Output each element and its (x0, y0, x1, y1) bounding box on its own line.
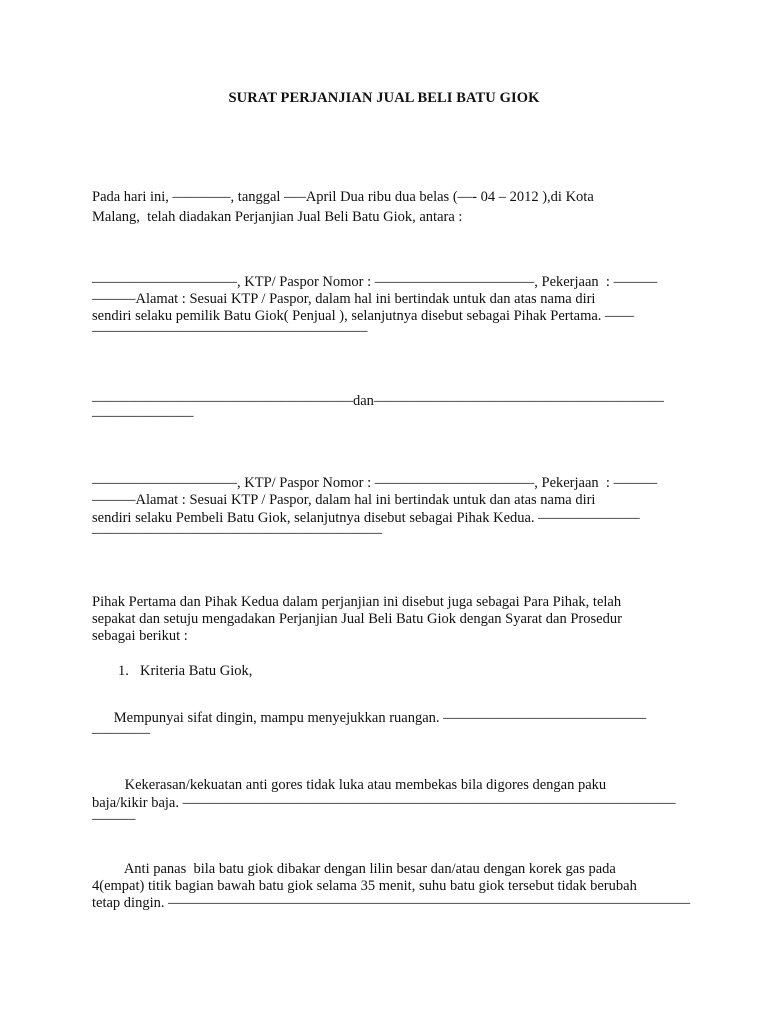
agreement-line-3: sebagai berikut : (92, 628, 188, 644)
party2-line-4: ———————————————————— (92, 525, 382, 541)
agreement-line-2: sepakat dan setuju mengadakan Perjanjian Jual Beli Batu Giok dengan Syarat dan Prosedur (92, 611, 622, 627)
criteria3-line-3: tetap dingin. ———————————————————————————————————— (92, 895, 691, 911)
party2-line-2: ———Alamat : Sesuai KTP / Paspor, dalam hal ini bertindak untuk dan atas nama diri (92, 492, 596, 508)
party1-line-1: ——————————, KTP/ Paspor Nomor : ———————————, Pekerjaan : ——— (92, 274, 658, 290)
criteria3-line-1: Anti panas bila batu giok dibakar dengan lilin besar dan/atau dengan korek gas pada (92, 861, 616, 877)
separator-line-2: ——————— (92, 408, 194, 424)
criteria1-line-2: ———— (92, 725, 150, 741)
document-title: SURAT PERJANJIAN JUAL BELI BATU GIOK (228, 90, 540, 106)
party2-line-1: ——————————, KTP/ Paspor Nomor : ———————————, Pekerjaan : ——— (92, 475, 658, 491)
criteria2-line-2: baja/kikir baja. —————————————————————————————————— (92, 795, 676, 811)
separator-line-1: ——————————————————dan———————————————————— (92, 393, 664, 409)
opening-line-2: Malang, telah diadakan Perjanjian Jual Beli Batu Giok, antara : (92, 209, 463, 225)
party1-line-2: ———Alamat : Sesuai KTP / Paspor, dalam hal ini bertindak untuk dan atas nama diri (92, 291, 596, 307)
criteria2-line-3: ——— (92, 811, 136, 827)
party1-line-3: sendiri selaku pemilik Batu Giok( Penjual ), selanjutnya disebut sebagai Pihak Pertama. —— (92, 308, 635, 324)
list-item-label: Kriteria Batu Giok, (140, 663, 253, 679)
list-item-number: 1. (118, 663, 129, 679)
party1-line-4: ——————————————————— (92, 323, 368, 339)
criteria3-line-2: 4(empat) titik bagian bawah batu giok selama 35 menit, suhu batu giok tersebut tidak berubah (92, 878, 637, 894)
criteria1-line-1: Mempunyai sifat dingin, mampu menyejukkan ruangan. —————————————— (92, 710, 647, 726)
opening-line-1: Pada hari ini, ————, tanggal –—April Dua ribu dua belas (—- 04 – 2012 ),di Kota (92, 189, 594, 205)
agreement-line-1: Pihak Pertama dan Pihak Kedua dalam perjanjian ini disebut juga sebagai Para Pihak, telah (92, 594, 622, 610)
criteria2-line-1: Kekerasan/kekuatan anti gores tidak luka atau membekas bila digores dengan paku (92, 777, 607, 793)
party2-line-3: sendiri selaku Pembeli Batu Giok, selanjutnya disebut sebagai Pihak Kedua. ——————— (92, 510, 640, 526)
